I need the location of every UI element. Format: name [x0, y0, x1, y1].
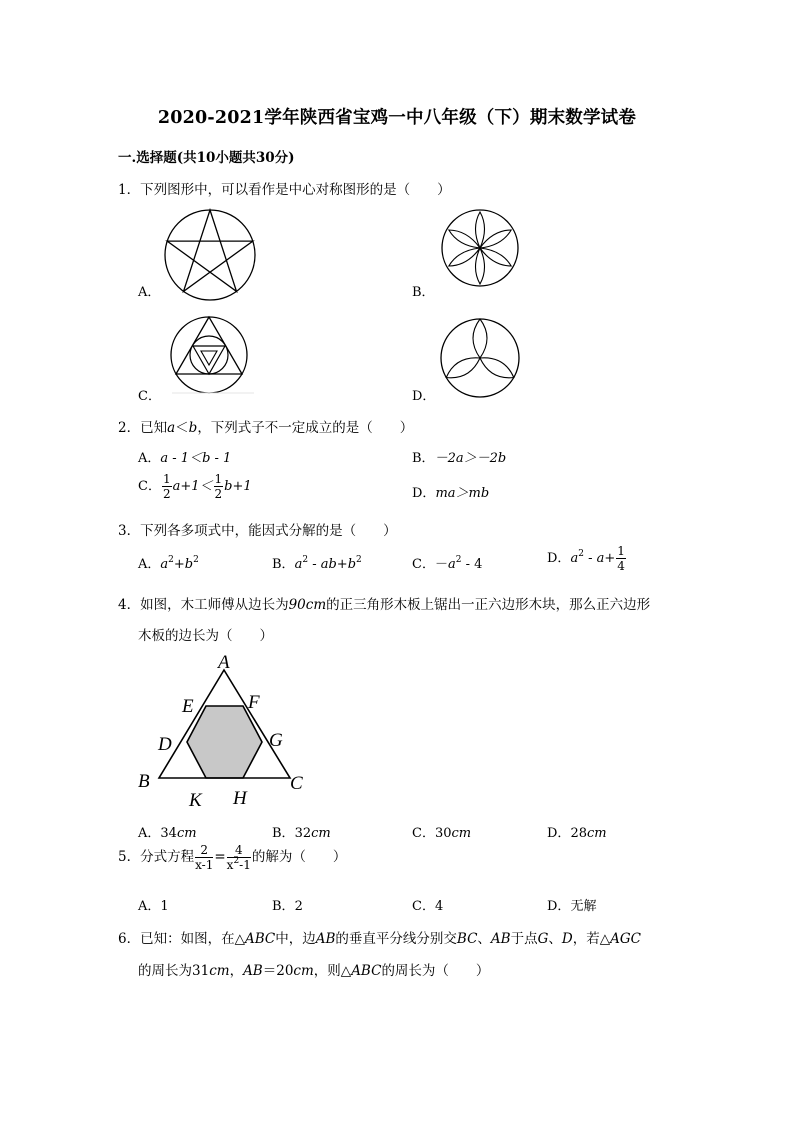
q4-label-d: D: [158, 734, 172, 755]
q1-option-b-label: B．: [412, 285, 435, 300]
q4-option-a: A．34cm: [138, 826, 197, 841]
q6-stem-line2: 的周长为31cm，AB＝20cm，则△ABC的周长为（ ）: [138, 963, 490, 979]
q1-option-c-label: C．: [138, 389, 161, 404]
section-heading: 一.选择题(共10小题共30分): [118, 150, 295, 166]
q3-option-d: D．$a^2 - a+$ $\frac{1}{4}$: [547, 544, 625, 573]
q3-option-a: A．$a^2+b^2$: [138, 555, 199, 572]
q3-stem: 3．下列各多项式中，能因式分解的是（ ）: [118, 523, 397, 539]
q2-fraction-2: $\frac{1}{2}$: [214, 472, 223, 501]
q1-figure-d-three-leaf-circle: [439, 317, 521, 399]
q5-option-a: A．1: [138, 899, 169, 914]
q2-option-a-text: a - 1＜b - 1: [160, 451, 232, 466]
q1-figure-a-star-circle: [163, 208, 257, 302]
q2-option-b: [412, 447, 506, 466]
q5-option-c: C．4: [412, 899, 444, 914]
q4-hexagon: [187, 706, 262, 778]
q1-figure-c-triangle-circle: [164, 315, 254, 395]
q2-option-c-label: C．: [138, 479, 161, 494]
q1-option-d-label: D．: [412, 389, 436, 404]
q4-option-d: D．28cm: [547, 826, 607, 841]
q4-label-c: C: [290, 773, 303, 794]
q3-option-b: B．$a^2 - ab+b^2$: [272, 555, 362, 572]
q4-label-g: G: [269, 730, 283, 751]
q2-var-a: a: [167, 420, 176, 436]
q2-stem-tail: ，下列式子不一定成立的是（ ）: [197, 420, 414, 436]
q2-option-d-label: D．: [412, 486, 436, 501]
q5-option-d: D．无解: [547, 899, 597, 914]
q2-option-b-text: －2a＞－2b: [434, 451, 507, 466]
q1-stem: 1．下列图形中，可以看作是中心对称图形的是（ ）: [118, 182, 451, 198]
q1-figure-b-flower-circle: [440, 208, 520, 288]
q3-fraction: $\frac{1}{4}$: [617, 544, 625, 573]
q1-option-a-label: A．: [138, 285, 161, 300]
q4-option-c: C．30cm: [412, 826, 472, 841]
q2-lt: ＜: [175, 420, 189, 436]
q4-label-a: A: [218, 652, 230, 673]
q2-option-a-label: A．: [138, 451, 161, 466]
q5-option-b: B．2: [272, 899, 303, 914]
q4-label-f: F: [248, 692, 260, 713]
q2-option-a: [138, 447, 231, 466]
q4-label-e: E: [182, 696, 194, 717]
q4-hexagon-in-triangle-figure: [132, 650, 312, 810]
q4-stem-line2: 木板的边长为（ ）: [138, 628, 273, 644]
q4-label-k: K: [189, 790, 202, 810]
q4-stem-line1: 4．如图，木工师傅从边长为90cm的正三角形木板上锯出一正六边形木块，那么正六边形: [118, 597, 651, 613]
q2-var-b: b: [188, 420, 198, 436]
q6-stem-line1: 6．已知：如图，在△ABC中，边AB的垂直平分线分别交BC、AB于点G、D，若△AGC: [118, 931, 641, 947]
q2-stem: [118, 416, 413, 436]
q3-option-c: C．$-a^2 - 4$: [412, 555, 483, 572]
q2-option-c-text-2: b+1: [224, 479, 252, 494]
q4-label-b: B: [138, 771, 150, 792]
q5-stem: 5．分式方程 $\frac{2}{x-1}$ = $\frac{4}{x^2-1}$ 的解为（ ）: [118, 843, 347, 872]
q2-option-c: [138, 473, 252, 500]
q5-fraction-1: $\frac{2}{x-1}$: [195, 843, 214, 872]
q4-label-h: H: [233, 788, 247, 809]
q2-option-d: [412, 482, 489, 501]
q4-option-b: B．32cm: [272, 826, 331, 841]
q2-option-b-label: B．: [412, 451, 435, 466]
q2-stem-text: 2．已知: [118, 420, 168, 436]
q2-fraction-1: $\frac{1}{2}$: [162, 472, 171, 501]
q5-fraction-2: $\frac{4}{x^2-1}$: [226, 843, 251, 872]
q2-option-c-text-1: a+1＜: [172, 479, 213, 494]
q2-option-d-text: ma＞mb: [435, 486, 490, 501]
page-title: 2020-2021学年陕西省宝鸡一中八年级（下）期末数学试卷: [157, 108, 637, 128]
